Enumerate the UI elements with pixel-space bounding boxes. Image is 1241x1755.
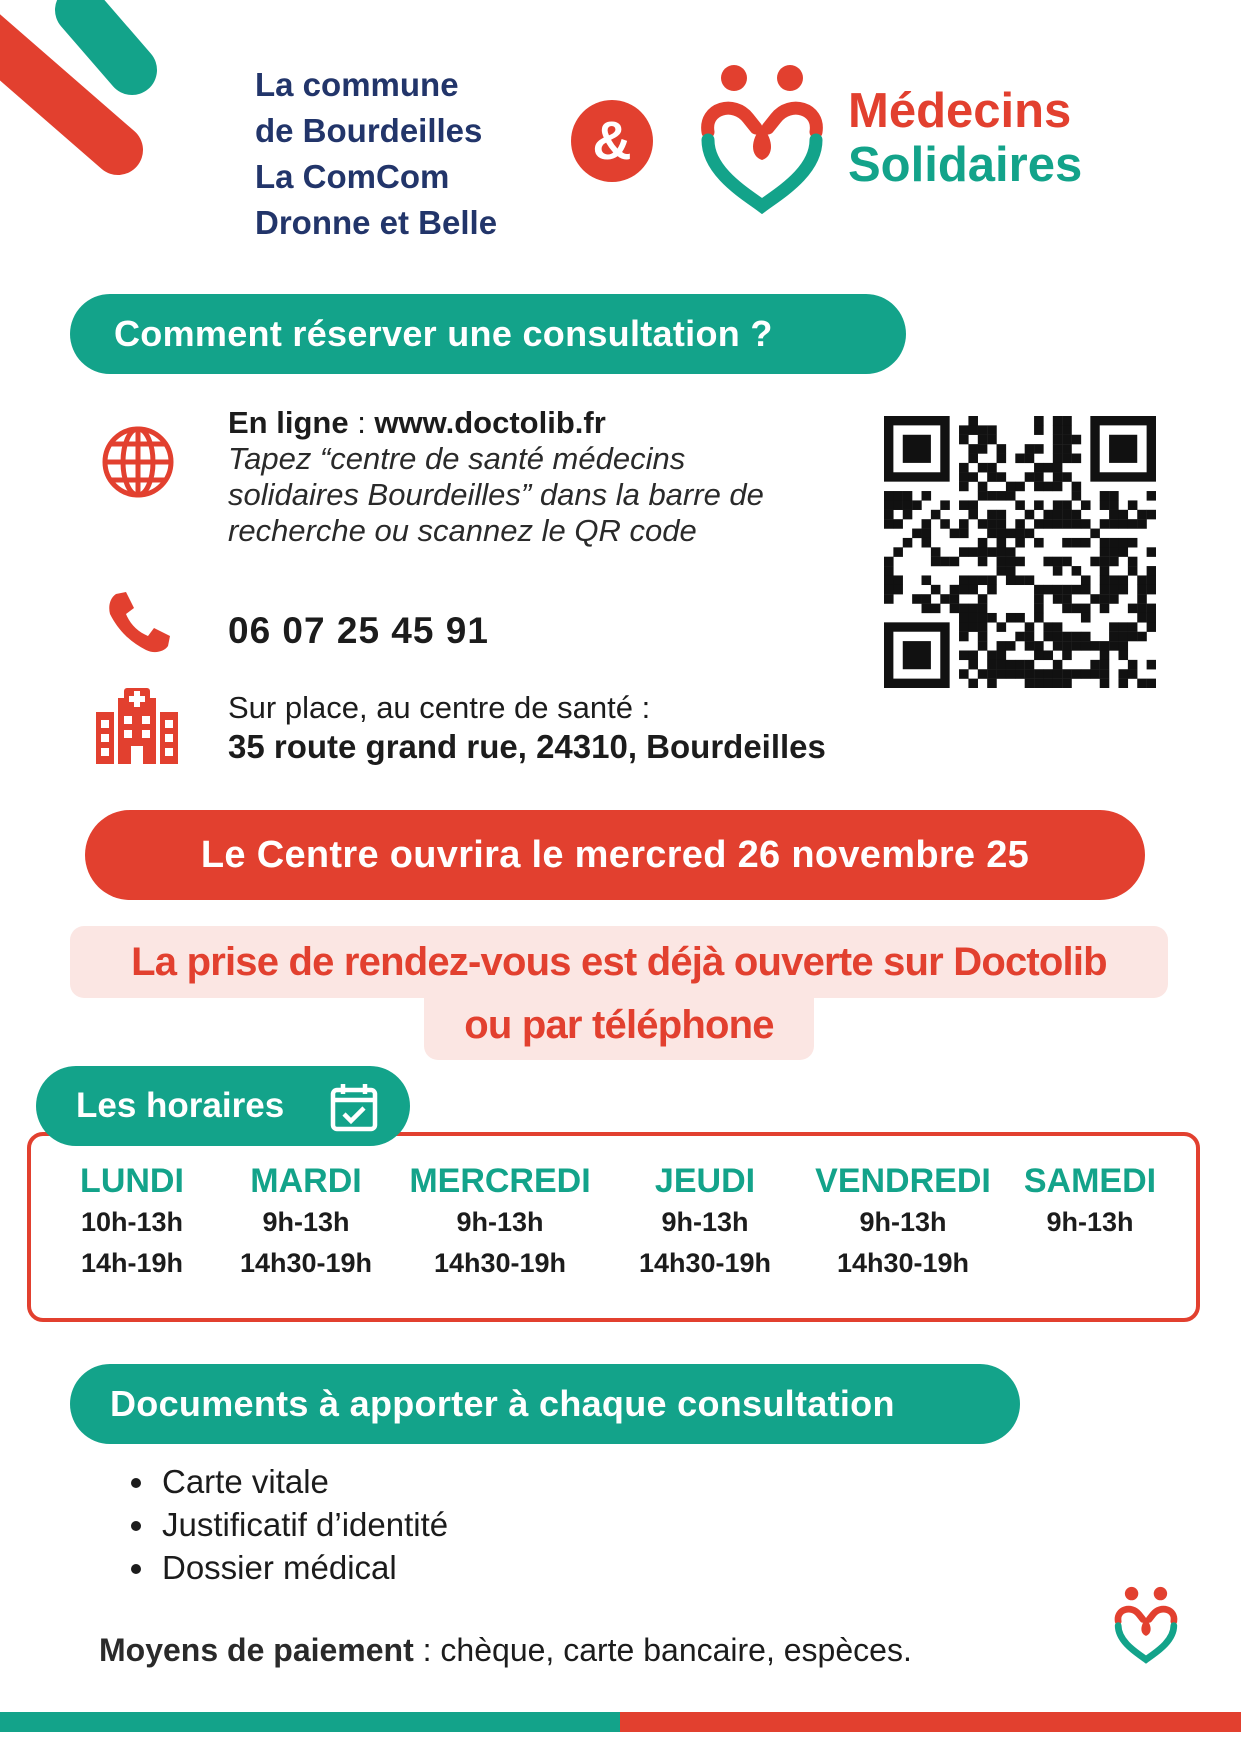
globe-icon — [100, 424, 176, 500]
payment-separator: : — [413, 1632, 441, 1668]
ampersand-badge: & — [571, 100, 653, 182]
decorative-stripes — [0, 0, 170, 190]
online-line — [228, 405, 828, 441]
payment-values: chèque, carte bancaire, espèces. — [440, 1632, 912, 1668]
day-slot: 14h30-19h — [239, 1248, 373, 1278]
phone-number[interactable]: 06 07 25 45 91 — [228, 610, 489, 651]
commune-line: de Bourdeilles — [255, 112, 483, 149]
calendar-check-icon — [330, 1082, 378, 1132]
day-name: MARDI — [250, 1162, 362, 1200]
day-column-wednesday — [409, 1160, 590, 1284]
day-slot: 9h-13h — [456, 1207, 544, 1237]
day-name: MERCREDI — [409, 1162, 591, 1200]
hospital-icon — [96, 688, 178, 764]
medecins-solidaires-small-logo-icon — [1112, 1584, 1180, 1664]
day-name: LUNDI — [80, 1162, 184, 1200]
onsite-label: Sur place, au centre de santé : — [228, 690, 651, 725]
payment-methods — [99, 1632, 912, 1669]
day-slot: 14h30-19h — [836, 1248, 970, 1278]
medecins-solidaires-logo-icon — [696, 60, 828, 214]
day-slot: 9h-13h — [859, 1207, 947, 1237]
online-instruction-line: Tapez “centre de santé médecins — [228, 441, 686, 476]
payment-label: Moyens de paiement — [99, 1632, 414, 1668]
online-instruction-line: solidaires Bourdeilles” dans la barre de — [228, 477, 764, 512]
day-column-thursday — [639, 1160, 771, 1284]
day-slot: 14h30-19h — [433, 1248, 567, 1278]
day-slot: 9h-13h — [661, 1207, 749, 1237]
day-slot: 9h-13h — [1046, 1207, 1134, 1237]
onsite-address: 35 route grand rue, 24310, Bourdeilles — [228, 728, 826, 765]
footer-bar-red — [620, 1712, 1241, 1732]
booking-open-line-1: La prise de rendez-vous est déjà ouverte sur Doctolib — [70, 926, 1168, 998]
hours-title-text: Les horaires — [76, 1086, 285, 1125]
documents-list — [120, 1460, 448, 1589]
booking-open-line-2: ou par téléphone — [424, 996, 814, 1060]
booking-section-title: Comment réserver une consultation ? — [70, 294, 906, 374]
online-booking-text — [228, 405, 828, 549]
day-name: SAMEDI — [1023, 1162, 1157, 1200]
day-slot: 10h-13h — [80, 1207, 184, 1237]
brand-line-2: Solidaires — [848, 138, 1083, 192]
commune-line: La ComCom — [255, 158, 450, 195]
list-item: • Justificatif d’identité — [158, 1503, 448, 1546]
online-label: En ligne — [228, 405, 349, 440]
footer-bar-teal — [0, 1712, 620, 1732]
day-column-tuesday — [240, 1160, 372, 1284]
day-name: JEUDI — [654, 1162, 756, 1200]
doctolib-link[interactable]: www.doctolib.fr — [374, 405, 606, 440]
commune-line: La commune — [255, 66, 459, 103]
brand-name — [848, 84, 1082, 192]
opening-date-banner: Le Centre ouvrira le mercred 26 novembre 25 — [85, 810, 1145, 900]
day-slot: 9h-13h — [262, 1207, 350, 1237]
online-separator: : — [348, 405, 375, 440]
day-column-friday — [815, 1160, 991, 1284]
documents-section-title: Documents à apporter à chaque consultation — [70, 1364, 1020, 1444]
hours-section-title — [36, 1066, 410, 1146]
day-slot: 14h-19h — [80, 1248, 184, 1278]
onsite-booking-text — [228, 690, 948, 768]
day-slot: 14h30-19h — [638, 1248, 772, 1278]
day-column-saturday — [1024, 1160, 1156, 1243]
phone-icon — [106, 590, 172, 656]
list-item: • Carte vitale — [158, 1460, 448, 1503]
commune-line: Dronne et Belle — [255, 204, 498, 241]
commune-partner-text — [255, 62, 497, 246]
list-item: • Dossier médical — [158, 1546, 448, 1589]
day-name: VENDREDI — [815, 1162, 991, 1200]
brand-line-1: Médecins — [848, 84, 1072, 138]
day-column-monday — [80, 1160, 184, 1284]
online-instruction-line: recherche ou scannez le QR code — [228, 513, 697, 548]
qr-code[interactable] — [884, 416, 1156, 688]
